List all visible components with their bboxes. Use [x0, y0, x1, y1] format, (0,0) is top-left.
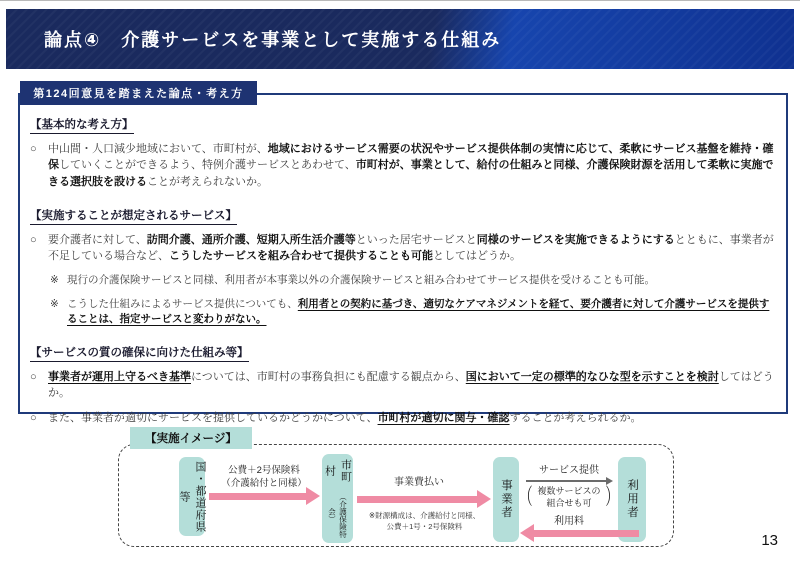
note-marker: ※	[50, 297, 59, 310]
bullet-item	[30, 141, 774, 190]
bullet-text: 事業者が運用上守るべき基準については、市町村の事務負担にも配慮する観点から、国において一定の標準的なひな型を示すことを検討してはどうか。	[48, 370, 774, 400]
page-number: 13	[761, 532, 778, 549]
section-quality-assurance	[30, 344, 774, 427]
flow-arrow	[357, 496, 477, 503]
bullet-marker: ○	[30, 370, 37, 383]
bullet-marker: ○	[30, 233, 37, 246]
bullet-item	[30, 232, 774, 265]
service-arrow	[526, 480, 606, 482]
section-heading: 【サービスの質の確保に向けた仕組み等】	[30, 344, 774, 362]
node-user: 利用者	[618, 457, 646, 542]
note-item	[50, 297, 774, 328]
section-expected-services	[30, 207, 774, 341]
title-bar	[6, 9, 794, 69]
bullet-marker: ○	[30, 143, 37, 155]
flow-arrowhead-icon	[520, 524, 534, 542]
node-municipality: 市町村 （介護保険特会）	[322, 454, 353, 543]
note-text: 現行の介護保険サービスと同様、利用者が本事業以外の介護保険サービスと組み合わせてサービス提供を受けることも可能。	[67, 274, 655, 287]
flow-arrow	[534, 530, 639, 537]
multi-service-note: （ 複数サービスの 組合せも可 ）	[519, 484, 619, 510]
note-marker: ※	[50, 274, 59, 287]
page-title: 論点④ 介護サービスを事業として実施する仕組み	[44, 30, 502, 50]
diagram-title: 【実施イメージ】	[130, 427, 252, 449]
service-provision-label: サービス提供	[539, 465, 599, 476]
business-payment-label: 事業費払い	[394, 477, 444, 488]
public-funds-label: 公費＋2号保険料 （介護給付と同様）	[221, 465, 307, 489]
node-national-prefecture: 国・都道府県等	[179, 457, 205, 536]
bullet-item	[30, 410, 774, 426]
flow-arrowhead-icon	[306, 487, 320, 505]
bullet-marker: ○	[30, 412, 37, 425]
implementation-diagram	[118, 444, 674, 547]
user-fee-label: 利用料	[554, 516, 584, 527]
section-basic-policy	[30, 116, 774, 204]
funding-note: ※財源構成は、介護給付と同様、 公費＋1号・2号保険料	[368, 511, 481, 531]
note-text: こうした仕組みによるサービス提供についても、利用者との契約に基づき、適切なケアマネジメントを経て、要介護者に対して介護サービスを提供することは、指定サービスと変わりがない。	[67, 297, 770, 326]
bullet-text: 中山間・人口減少地域において、市町村が、地域におけるサービス需要の状況やサービス提供体制の実情に応じて、柔軟にサービス基盤を維持・確保していくことができるよう、特例介護サービスとあわせて、市町村が、事業として、給付の仕組みと同様、介護保険財源を活用して柔軟に実施できる選択肢を設けることが考えられないか。	[48, 143, 774, 188]
bullet-text: また、事業者が適切にサービスを提供しているかどうかについて、市町村が適切に関与・確認することが考えられるか。	[48, 412, 642, 425]
bullet-text: 要介護者に対して、訪問介護、通所介護、短期入所生活介護等といった居宅サービスと同様のサービスを実施できるようにするとともに、事業者が不足している場合など、こうしたサービスを組み合わせて提供することも可能としてはどうか。	[48, 233, 774, 263]
section-heading: 【基本的な考え方】	[30, 116, 774, 134]
flow-arrow	[209, 493, 306, 500]
topic-tag: 第124回意見を踏まえた論点・考え方	[20, 81, 257, 105]
bullet-item	[30, 369, 774, 402]
note-item	[50, 273, 774, 289]
flow-arrowhead-icon	[477, 490, 491, 508]
section-heading: 【実施することが想定されるサービス】	[30, 207, 774, 225]
discussion-panel	[18, 93, 788, 425]
node-provider: 事業者	[493, 457, 519, 542]
